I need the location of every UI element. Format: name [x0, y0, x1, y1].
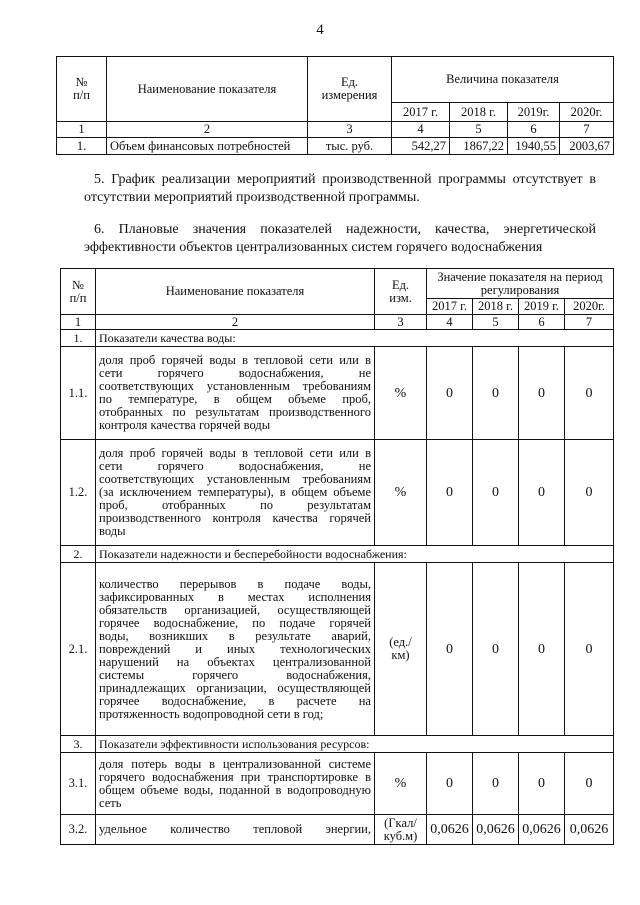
row-name-line: системы горячего водоснабжения,: [99, 667, 371, 682]
row-name-line: зафиксированных в местах исполнения: [99, 589, 371, 604]
row-name-line: принадлежащих организации, осуществляющей: [99, 680, 371, 695]
row-unit: тыс. руб.: [308, 138, 392, 155]
index-cell: 4: [427, 315, 473, 330]
row-value: 0: [565, 440, 614, 546]
row-name-line: доля проб горячей воды в тепловой сети или в: [99, 446, 371, 460]
index-cell: 6: [508, 122, 560, 138]
row-num: 3.2.: [61, 815, 96, 845]
row-name-line: соответствующих установленным требованиям: [99, 472, 371, 486]
paragraph-6: [84, 221, 596, 257]
header-value: Значение показателя на период регулирования: [427, 269, 614, 299]
row-value: 0: [427, 440, 473, 546]
row-value: 0: [427, 563, 473, 736]
table-row: [61, 347, 614, 440]
header-year: 2018 г.: [473, 299, 519, 315]
header-unit: Ед. изм.: [375, 269, 427, 315]
header-year: 2017 г.: [392, 103, 450, 122]
row-value: 0: [473, 440, 519, 546]
header-year: 2020г.: [560, 103, 614, 122]
index-cell: 5: [473, 315, 519, 330]
row-name-line: обязательств организацией, осуществляющей: [99, 602, 371, 617]
row-value: 0: [427, 753, 473, 815]
table-row: [61, 563, 614, 736]
row-name-line: отобранных по результатам производственного: [99, 405, 371, 419]
index-row: [61, 315, 614, 330]
row-name-line: (за исключением температуры), в общем объеме: [99, 485, 371, 499]
indicators-table: [60, 268, 614, 845]
paragraph-5-line-1: 5. График реализации мероприятий производственной программы отсутствует в: [94, 172, 596, 187]
financial-needs-table: [56, 56, 614, 155]
header-name: Наименование показателя: [96, 269, 375, 315]
index-cell: 5: [450, 122, 508, 138]
row-name: [96, 753, 375, 815]
row-value: 0,0626: [427, 815, 473, 845]
row-value: 0,0626: [519, 815, 565, 845]
header-num: № п/п: [61, 269, 96, 315]
index-cell: 1: [57, 122, 107, 138]
section-num: 1.: [61, 330, 96, 347]
row-value: 0,0626: [565, 815, 614, 845]
row-name-line: производственного контроля качества горячей: [99, 511, 371, 525]
row-name-line: горячее водоснабжение, по подаче горячей: [99, 615, 371, 630]
row-value: 542,27: [392, 138, 450, 155]
row-name-line: горячего водоснабжения при транспортировке в: [99, 769, 371, 784]
header-year: 2019 г.: [519, 299, 565, 315]
row-num: 2.1.: [61, 563, 96, 736]
row-value: 0: [473, 347, 519, 440]
index-cell: 3: [375, 315, 427, 330]
row-name-line: сети горячего водоснабжения, не: [99, 366, 371, 380]
section-title: Показатели качества воды:: [96, 330, 614, 347]
index-cell: 3: [308, 122, 392, 138]
header-name: Наименование показателя: [107, 57, 308, 122]
row-value: 0: [427, 347, 473, 440]
row-name-line: доля потерь воды в централизованной системе: [99, 756, 371, 771]
section-row: [61, 736, 614, 753]
header-num: № п/п: [57, 57, 107, 122]
paragraph-5-line-2: отсутствии мероприятий производственной программы.: [84, 190, 420, 205]
row-name: Объем финансовых потребностей: [107, 138, 308, 155]
row-name-line: количество перерывов в подаче воды,: [99, 576, 371, 591]
header-year: 2017 г.: [427, 299, 473, 315]
row-value: 0: [519, 563, 565, 736]
table-row: [57, 138, 614, 155]
row-name-line: воды, возникших в результате аварий,: [99, 628, 371, 643]
row-value: 1940,55: [508, 138, 560, 155]
row-name-line: соответствующих установленным требованиям: [99, 379, 371, 393]
paragraph-6-line-2: эффективности объектов централизованных систем горячего водоснабжения: [84, 240, 543, 255]
row-name-line: повреждений и иных технологических: [99, 641, 371, 656]
row-name-line: горячее водоснабжение, в расчете на: [99, 693, 371, 708]
header-value: Величина показателя: [392, 57, 614, 103]
row-value: 0: [473, 563, 519, 736]
row-value: 0: [519, 440, 565, 546]
table-row: [61, 440, 614, 546]
index-cell: 6: [519, 315, 565, 330]
row-name-line: доля проб горячей воды в тепловой сети или в: [99, 353, 371, 367]
row-value: 0: [565, 753, 614, 815]
row-name-line: проб, отобранных по результатам: [99, 498, 371, 512]
index-cell: 1: [61, 315, 96, 330]
row-name: [96, 815, 375, 845]
row-name-line: протяженность водопроводной сети в год;: [99, 706, 324, 721]
index-row: [57, 122, 614, 138]
row-name-line: воды: [99, 524, 126, 538]
row-num: 1.2.: [61, 440, 96, 546]
header-unit: Ед. измерения: [308, 57, 392, 122]
row-num: 1.1.: [61, 347, 96, 440]
header-year: 2020г.: [565, 299, 614, 315]
row-name-line: сеть: [99, 795, 122, 810]
row-name: [96, 440, 375, 546]
header-year: 2018 г.: [450, 103, 508, 122]
table-row: [61, 753, 614, 815]
section-num: 2.: [61, 546, 96, 563]
row-value: 1867,22: [450, 138, 508, 155]
row-name-line: контроля качества горячей воды: [99, 418, 271, 432]
row-unit: %: [375, 440, 427, 546]
row-num: 3.1.: [61, 753, 96, 815]
row-unit: (Гкал/ куб.м): [375, 815, 427, 845]
row-num: 1.: [57, 138, 107, 155]
page-number: 4: [316, 22, 324, 38]
paragraph-6-line-1: 6. Плановые значения показателей надежности, качества, энергетической: [94, 222, 596, 237]
row-name-line: удельное количество тепловой энергии,: [99, 822, 371, 836]
row-value: 0: [565, 347, 614, 440]
row-name: [96, 563, 375, 736]
row-name-line: сети горячего водоснабжения, не: [99, 459, 371, 473]
index-cell: 2: [107, 122, 308, 138]
row-value: 0: [519, 347, 565, 440]
header-year: 2019г.: [508, 103, 560, 122]
row-value: 0: [473, 753, 519, 815]
section-row: [61, 330, 614, 347]
section-title: Показатели надежности и бесперебойности водоснабжения:: [96, 546, 614, 563]
row-name-line: общем объеме воды, поданной в водопроводную: [99, 782, 371, 797]
index-cell: 7: [565, 315, 614, 330]
index-cell: 7: [560, 122, 614, 138]
index-cell: 2: [96, 315, 375, 330]
index-cell: 4: [392, 122, 450, 138]
row-value: 0: [519, 753, 565, 815]
row-value: 0,0626: [473, 815, 519, 845]
row-name-line: нарушений на объектах централизованной: [99, 654, 371, 669]
paragraph-5: [84, 171, 596, 207]
section-title: Показатели эффективности использования ресурсов:: [96, 736, 614, 753]
row-unit: %: [375, 753, 427, 815]
section-num: 3.: [61, 736, 96, 753]
row-name: [96, 347, 375, 440]
section-row: [61, 546, 614, 563]
row-name-line: по температуре, в общем объеме проб,: [99, 392, 371, 406]
row-value: 0: [565, 563, 614, 736]
table-row: [61, 815, 614, 845]
row-value: 2003,67: [560, 138, 614, 155]
row-unit: %: [375, 347, 427, 440]
row-unit: (ед./ км): [375, 563, 427, 736]
